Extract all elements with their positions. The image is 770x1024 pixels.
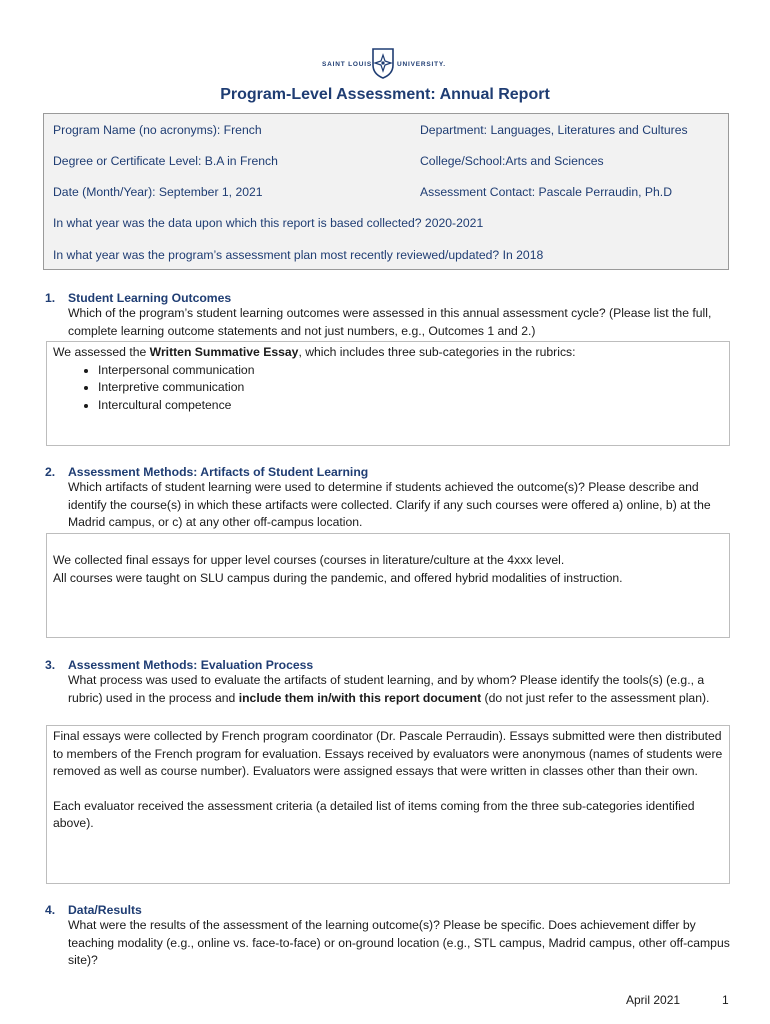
page-number: 1 [722, 993, 729, 1007]
program-name: Program Name (no acronyms): French [53, 123, 262, 137]
section-1-answer: We assessed the Written Summative Essay, which includes three sub-categories in the rubrics: [53, 345, 576, 359]
report-date: Date (Month/Year): September 1, 2021 [53, 185, 263, 199]
section-1 [45, 291, 735, 340]
shield-icon [371, 47, 395, 79]
list-item: • Interpersonal communication [98, 362, 723, 380]
section-1-question: Which of the program’s student learning outcomes were assessed in this annual assessment cycle? (Please list the full, complete learning outcome statements and not just numbers, e.g., Outcomes 1 and 2.) [68, 306, 712, 338]
outcome-list [53, 362, 723, 415]
section-2-answer-box [46, 533, 730, 638]
list-item: • Interpretive communication [98, 379, 723, 397]
section-2-heading: 2. Assessment Methods: Artifacts of Student Learning [45, 465, 369, 479]
section-4-question: What were the results of the assessment of the learning outcome(s)? Please be specific. Does achievement differ by teaching modality (e.g., online vs. face-to-face) or on-ground location (e.g., STL campus, Madrid campus, other off-campus site)? [68, 918, 730, 967]
section-2-question: Which artifacts of student learning were used to determine if students achieved the outcome(s)? Please describe and identify the course(s) in which these artifacts were collected. Clarify if any such courses were offered a) online, b) at the Madrid campus, or c) at any other off-campus location. [68, 480, 711, 529]
list-item: • Intercultural competence [98, 397, 723, 415]
logo-right-word: UNIVERSITY. [397, 61, 446, 68]
program-info-box [43, 113, 729, 270]
data-year: In what year was the data upon which this report is based collected? 2020-2021 [53, 216, 484, 230]
section-3-answer-p2: Each evaluator received the assessment criteria (a detailed list of items coming from the three sub-categories identified above). [53, 798, 695, 830]
section-2-answer-line-1: We collected final essays for upper level courses (courses in literature/culture at the 4xxx level. [53, 553, 565, 567]
section-3-answer-box [46, 725, 730, 884]
footer-date: April 2021 [626, 993, 681, 1007]
section-3 [45, 658, 735, 707]
department: Department: Languages, Literatures and Cultures [420, 123, 688, 137]
assessment-contact: Assessment Contact: Pascale Perraudin, Ph.D [420, 185, 672, 199]
section-4-heading: 4. Data/Results [45, 903, 142, 917]
section-3-heading: 3. Assessment Methods: Evaluation Process [45, 658, 314, 672]
section-2 [45, 465, 735, 532]
section-1-answer-box [46, 341, 730, 446]
section-3-question: What process was used to evaluate the artifacts of student learning, and by whom? Please identify the tools(s) (e.g., a rubric) used in the process and include them in/with this report document (do not just refer to the assessment plan). [68, 673, 710, 705]
section-1-heading: 1. Student Learning Outcomes [45, 291, 232, 305]
page-title: Program-Level Assessment: Annual Report [220, 86, 550, 103]
section-3-answer-p1: Final essays were collected by French program coordinator (Dr. Pascale Perraudin). Essays submitted were then distributed to members of the French program for evaluation. Essays received by evaluators were anonymous (names of students were removed as well as course number). Evaluators were assigned essays that were written in classes other than their own. [53, 729, 723, 778]
college-school: College/School:Arts and Sciences [420, 154, 604, 168]
section-2-answer-line-2: All courses were taught on SLU campus during the pandemic, and offered hybrid modalities of instruction. [53, 570, 623, 585]
plan-year: In what year was the program’s assessment plan most recently reviewed/updated? In 2018 [53, 248, 544, 262]
degree-level: Degree or Certificate Level: B.A in French [53, 154, 278, 168]
logo-left-word: SAINT LOUIS [322, 61, 372, 68]
section-4 [45, 903, 735, 970]
university-logo [0, 47, 770, 81]
